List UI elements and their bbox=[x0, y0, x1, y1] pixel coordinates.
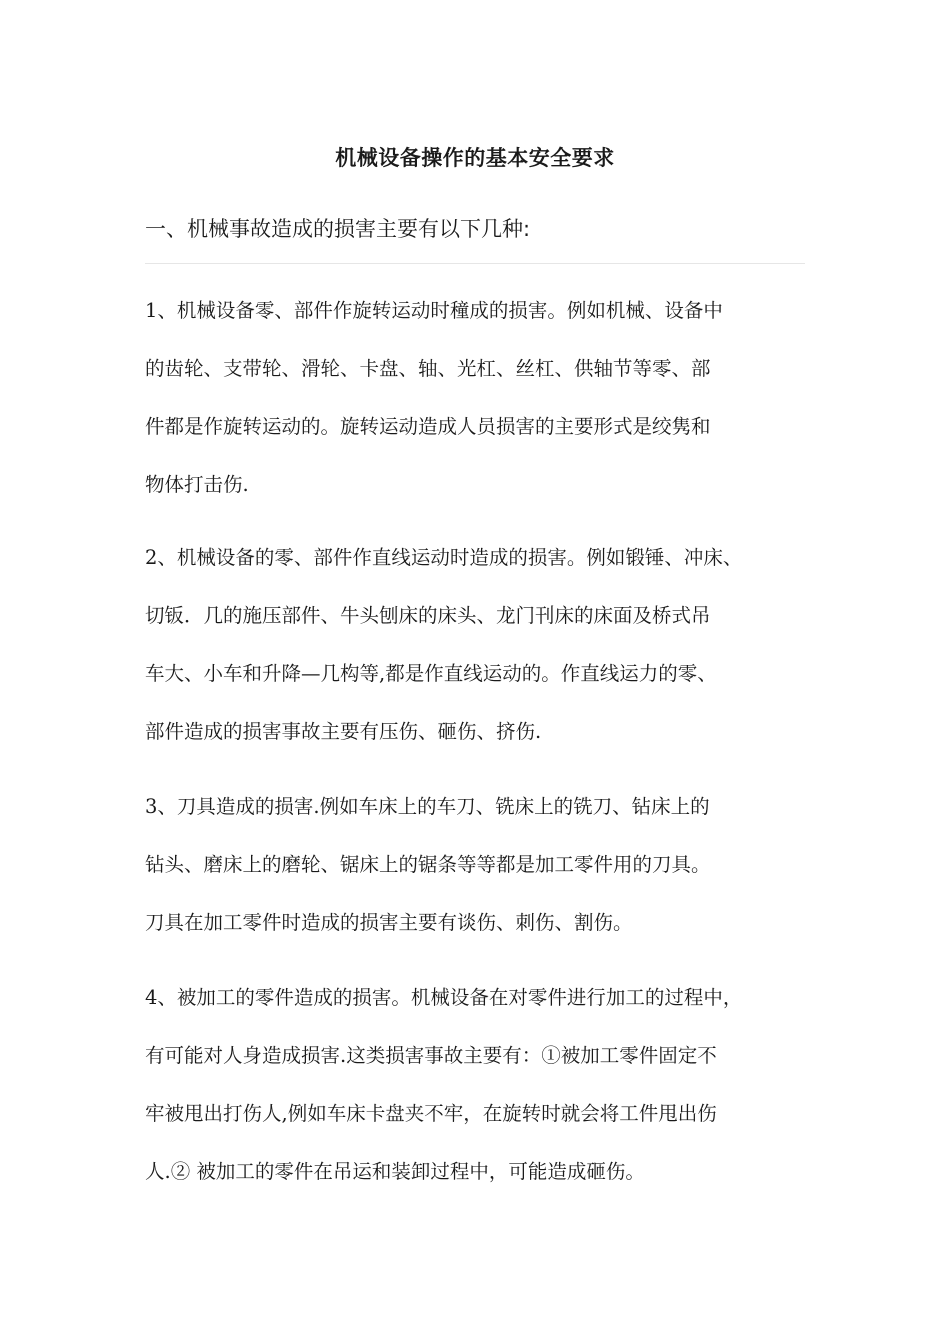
paragraph-line: 钻头、磨床上的磨轮、锯床上的锯条等等都是加工零件用的刀具。 bbox=[145, 853, 711, 876]
paragraph-4 bbox=[145, 969, 825, 1201]
section-heading: 一、机械事故造成的损害主要有以下几种: bbox=[145, 217, 531, 241]
paragraph-line: 2、机械设备的零、部件作直线运动时造成的损害。例如锻锤、冲床、 bbox=[145, 546, 743, 569]
paragraph-2 bbox=[145, 529, 825, 761]
paragraph-1 bbox=[145, 282, 825, 514]
page-title: 机械设备操作的基本安全要求 bbox=[335, 146, 615, 170]
paragraph-line: 牢被甩出打伤人,例如车床卡盘夹不牢，在旋转时就会将工件甩出伤 bbox=[145, 1102, 717, 1125]
paragraph-line: 3、刀具造成的损害.例如车床上的车刀、铣床上的铣刀、钻床上的 bbox=[145, 795, 710, 818]
paragraph-line: 部件造成的损害事故主要有压伤、砸伤、挤伤. bbox=[145, 720, 542, 743]
paragraph-line: 刀具在加工零件时造成的损害主要有谈伤、刺伤、割伤。 bbox=[145, 911, 633, 934]
paragraph-line: 4、被加工的零件造成的损害。机械设备在对零件进行加工的过程中， bbox=[145, 986, 743, 1009]
paragraph-line: 件都是作旋转运动的。旋转运动造成人员损害的主要形式是绞隽和 bbox=[145, 415, 711, 438]
divider bbox=[145, 263, 805, 264]
paragraph-3 bbox=[145, 778, 825, 952]
paragraph-line: 有可能对人身造成损害.这类损害事故主要有：①被加工零件固定不 bbox=[145, 1044, 717, 1067]
paragraph-line: 人.② 被加工的零件在吊运和装卸过程中，可能造成砸伤。 bbox=[145, 1160, 645, 1183]
paragraph-line: 切钣．几的施压部件、牛头刨床的床头、龙门刊床的床面及桥式吊 bbox=[145, 604, 711, 627]
paragraph-line: 1、机械设备零、部件作旋转运动时穜成的损害。例如机械、设备中 bbox=[145, 299, 723, 322]
paragraph-line: 的齿轮、支带轮、滑轮、卡盘、轴、光杠、丝杠、供轴节等零、部 bbox=[145, 357, 711, 380]
paragraph-line: 车大、小车和升降—几构等,都是作直线运动的。作直线运力的零、 bbox=[145, 662, 717, 685]
paragraph-line: 物体打击伤. bbox=[145, 473, 249, 496]
